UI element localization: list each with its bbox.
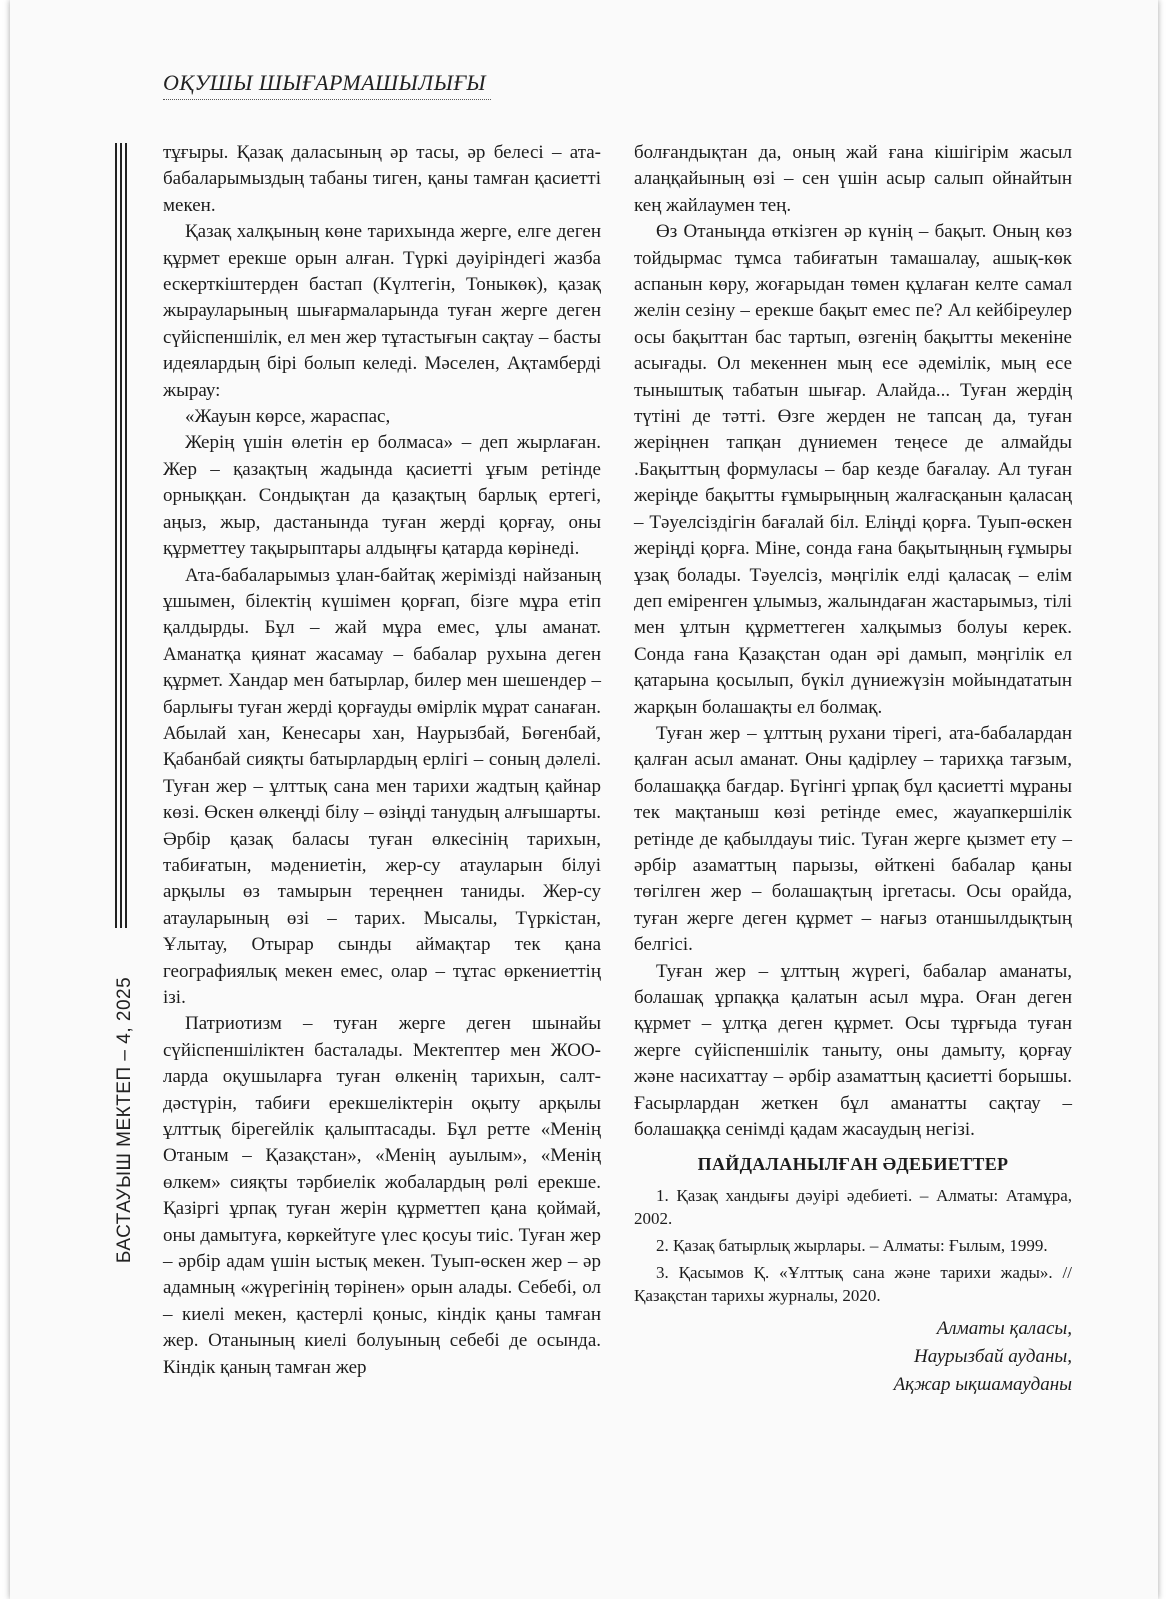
paragraph: Жерің үшін өлетін ер болмаса» – деп жырлаған. Жер – қазақтың жадында қасиетті ұғым ретінде орныққан. Сондықтан да қазақтың барлық ертегі, аңыз, жыр, дастанында туған жерді қорғау, оны құрметтеу тақырыптары алдыңғы қатарда көрінеді.: [163, 432, 601, 560]
header-underline: [163, 99, 491, 100]
journal-spine-label: БАСТАУЫШ МЕКТЕП – 4, 2025: [114, 976, 135, 1264]
signature-city: Алматы қаласы,: [936, 1317, 1072, 1339]
paragraph: Өз Отаныңда өткізген әр күнің – бақыт. Оның көз тойдырмас тұмса табиғатын тамашалау, ашық-көк аспанын көру, жоғарыдан төмен құлаған келте самал желін сезіну – ерекше бақыт емес пе? Ал кейбіреулер осы бақыттан бас тартып, өзгенің бақытты мекеніне асығады. Ол мекеннен мың есе әдемілік, мың есе тыныштық табатын шығар. Алайда... Туған жердің түтіні де тәтті. Өзге жерден не тапсаң да, туған жеріңнен тапқан дүниемен теңесе де алмайды .Бақыттың формуласы – бар кезде бағалау. Ал туған жеріңде бақытты ғұмырыңның жалғасқанын қаласаң – Тәуелсіздігін бағалай біл. Еліңді қорға. Туып-өскен жеріңді қорға. Міне, сонда ғана бақытыңның ғұмыры ұзақ болады. Тәуелсіз, мәңгілік елді қаласақ – елім деп еміренген ұлымыз, жалындаған жастарымыз, тілі мен ұлтын құрметтеген халқымыз болуы керек. Сонда ғана Қазақстан одан әрі дамып, мәңгілік ел қатарына қосылып, бүкіл дүниежүзін мойындататын жарқын болашақты ел болмақ.: [634, 221, 1072, 718]
signature-microdistrict: Ақжар ықшамауданы: [893, 1373, 1072, 1395]
spine-decorative-lines: [115, 143, 127, 928]
right-column: [634, 140, 1072, 1399]
paragraph: Ата-бабаларымыз ұлан-байтақ жерімізді найзаның ұшымен, білектің күшімен қорғап, бізге мұра етіп қалдырды. Бұл – жай мұра емес, ұлы аманат. Аманатқа қиянат жасамау – бабалар рухына деген құрмет. Хандар мен батырлар, билер мен шешендер – барлығы туған жерді қорғауды өмірлік мұрат санаған. Абылай хан, Кенесары хан, Наурызбай, Бөгенбай, Қабанбай сияқты батырлардың ерлігі – соның дәлелі. Туған жер – ұлттық сана мен тарихи жадтың қайнар көзі. Өскен өлкеңді білу – өзіңді танудың алғышарты. Әрбір қазақ баласы туған өлкесінің тарихын, табиғатын, мәдениетін, жер-су атауларын білуі арқылы өз тамырын тереңнен таниды. Жер-су атауларының өзі – тарих. Мысалы, Түркістан, Ұлытау, Отырар сынды аймақтар тек қана географиялық мекен емес, олар – тұтас өркениеттің ізі.: [163, 564, 601, 1008]
paragraph: Туған жер – ұлттың жүрегі, бабалар аманаты, болашақ ұрпаққа қалатын асыл мұра. Оған деген құрмет – ұлтқа деген құрмет. Осы тұрғыда туған жерге сүйіспеншілік таныту, оны дамыту, қорғау және насихаттау – әрбір азаматтың қасиетті борышы. Ғасырлардан жеткен бұл аманатты сақтау – болашаққа сенімді қадам жасаудың негізі.: [634, 960, 1072, 1141]
paragraph: Патриотизм – туған жерге деген шынайы сүйіспеншіліктен басталады. Мектептер мен ЖОО-ларда оқушыларға туған өлкенің тарихын, салт-дәстүрін, табиғи ерекшеліктерін оқыту арқылы ұлттық бірегейлік қалыптасады. Бұл ретте «Менің Отаным – Қазақстан», «Менің ауылым», «Менің өлкем» сияқты тәрбиелік жобалардың рөлі ерекше. Қазіргі ұрпақ туған жерін құрметтеп қана қоймай, оны дамытуға, көркейтуге үлес қосуы тиіс. Туған жер – әрбір адам үшін ыстық мекен. Туып-өскен жер – әр адамның «жүрегінің төрінен» орын алады. Себебі, ол – киелі мекен, қастерлі қоныс, кіндік қаны тамған жер. Отанының киелі болуының себебі де осында. Кіндік қаның тамған жер: [163, 1013, 601, 1378]
reference-item: 1. Қазақ хандығы дәуірі әдебиеті. – Алматы: Атамұра, 2002.: [634, 1185, 1072, 1228]
signature-district: Наурызбай ауданы,: [913, 1345, 1072, 1367]
paragraph: тұғыры. Қазақ даласының әр тасы, әр белесі – ата-бабаларымыздың табаны тиген, қаны тамған қасиетті мекен.: [163, 142, 601, 216]
left-column: [163, 140, 601, 1381]
author-signature: [634, 1315, 1072, 1399]
section-header: ОҚУШЫ ШЫҒАРМАШЫЛЫҒЫ: [163, 70, 487, 95]
poem-quote: «Жауын көрсе, жараспас,: [185, 406, 391, 428]
reference-item: 3. Қасымов Қ. «Ұлттық сана және тарихи жады». // Қазақстан тарихы журналы, 2020.: [634, 1262, 1072, 1305]
reference-item: 2. Қазақ батырлық жырлары. – Алматы: Ғылым, 1999.: [656, 1235, 1048, 1255]
paragraph: болғандықтан да, оның жай ғана кішігірім жасыл алаңқайының өзі – сен үшін асыр салып ойнайтын кең жайлаумен тең.: [634, 142, 1072, 216]
paragraph: Қазақ халқының көне тарихында жерге, елге деген құрмет ерекше орын алған. Түркі дәуіріндегі жазба ескерткіштерден бастап (Күлтегін, Тоныкөк), қазақ жырауларының шығармаларында туған жерге деген сүйіспеншілік, ел мен жер тұтастығын сақтау – басты идеялардың бірі болып келеді. Мәселен, Ақтамберді жырау:: [163, 221, 601, 401]
paragraph: Туған жер – ұлттың рухани тірегі, ата-бабалардан қалған асыл аманат. Оны қадірлеу – тарихқа тағзым, болашаққа бағдар. Бүгінгі ұрпақ бұл қасиетті мұраны тек мақтаныш көзі ретінде емес, жауапкершілік ретінде де қабылдауы тиіс. Туған жерге қызмет ету – әрбір азаматтың парызы, өйткені бабалар қаны төгілген жер – болашақтың іргетасы. Осы орайда, туған жерге деген құрмет – нағыз отаншылдықтың белгісі.: [634, 722, 1072, 956]
references-title: ПАЙДАЛАНЫЛҒАН ӘДЕБИЕТТЕР: [697, 1154, 1009, 1175]
